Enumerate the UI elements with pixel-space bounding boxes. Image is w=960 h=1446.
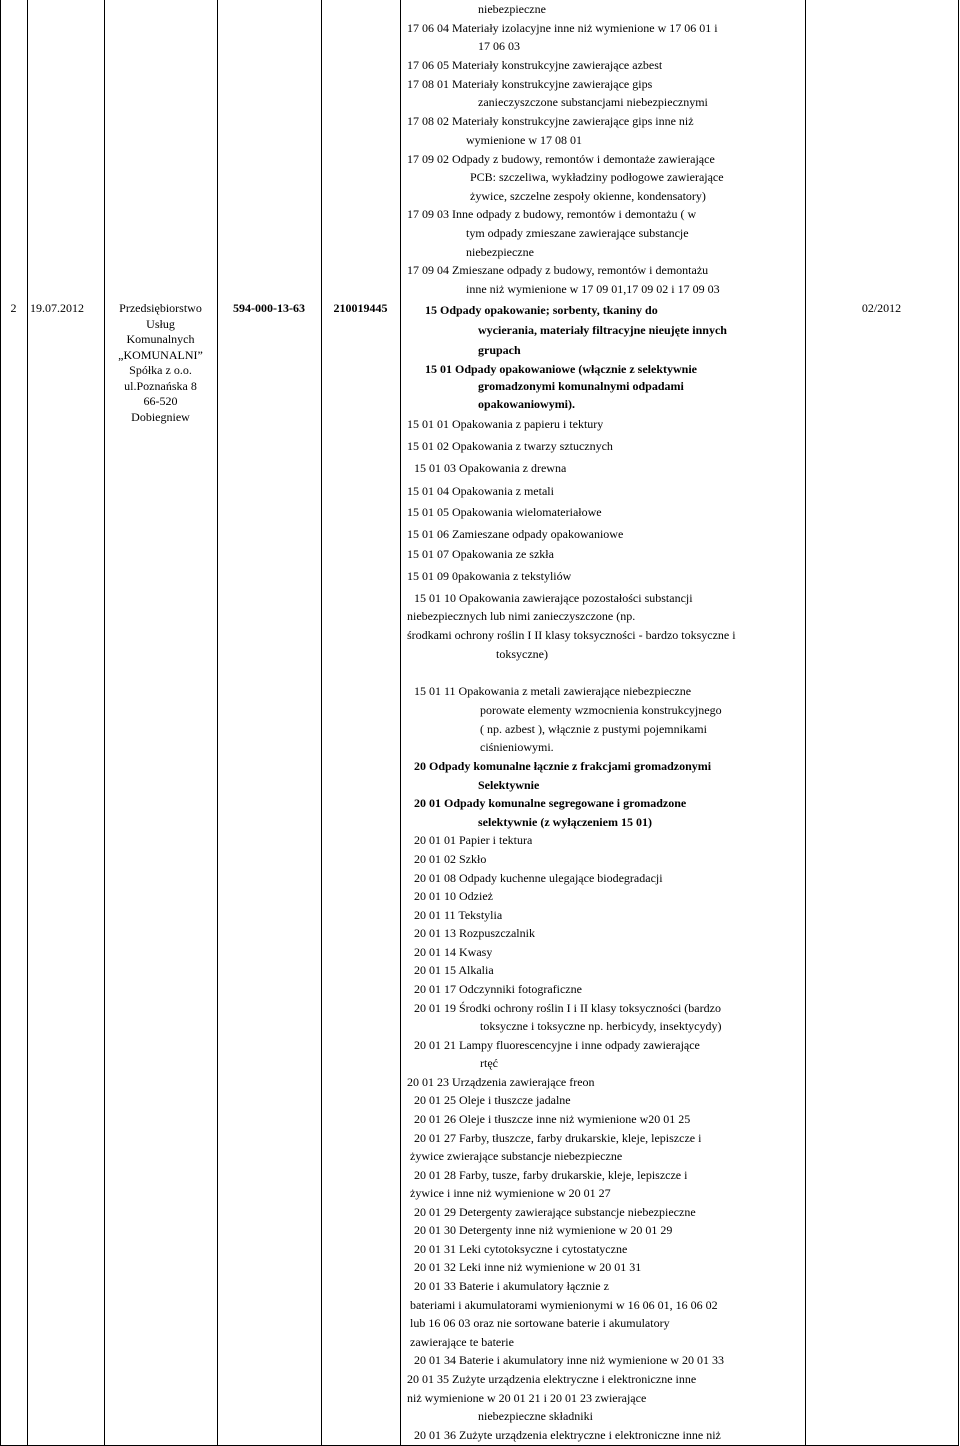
nip-number: 594-000-13-63 bbox=[233, 301, 305, 315]
waste-code-line: niebezpieczne składniki bbox=[478, 1409, 593, 1423]
waste-code-line: 15 01 Odpady opakowaniowe (włącznie z selektywnie bbox=[425, 362, 698, 376]
waste-code-line: inne niż wymienione w 17 09 01,17 09 02 i 17 09 03 bbox=[466, 282, 720, 296]
waste-code-line: 20 01 27 Farby, tłuszcze, farby drukarskie, kleje, lepiszcze i bbox=[414, 1131, 702, 1145]
company-line: ul.Poznańska 8 bbox=[124, 378, 197, 393]
waste-code-line: niebezpieczne bbox=[466, 245, 534, 259]
waste-code-line: 15 01 01 Opakowania z papieru i tektury bbox=[407, 417, 604, 431]
waste-code-line: 17 09 04 Zmieszane odpady z budowy, remontów i demontażu bbox=[407, 263, 709, 277]
waste-code-line: 15 01 02 Opakowania z twarzy sztucznych bbox=[407, 439, 613, 453]
company-address bbox=[104, 301, 217, 425]
waste-code-line: 17 06 05 Materiały konstrukcyjne zawierające azbest bbox=[407, 58, 663, 72]
row-number: 2 bbox=[10, 301, 17, 315]
waste-code-line: 15 01 06 Zamieszane odpady opakowaniowe bbox=[407, 527, 624, 541]
waste-code-line: 15 01 03 Opakowania z drewna bbox=[414, 461, 567, 475]
waste-code-line: 20 01 Odpady komunalne segregowane i gromadzone bbox=[414, 796, 687, 810]
waste-code-line: ciśnieniowymi. bbox=[480, 740, 554, 754]
waste-code-line: 17 06 04 Materiały izolacyjne inne niż wymienione w 17 06 01 i bbox=[407, 21, 718, 35]
column-border bbox=[321, 0, 322, 1446]
waste-code-line: 20 01 28 Farby, tusze, farby drukarskie, kleje, lepiszcze i bbox=[414, 1168, 688, 1182]
waste-code-line: 20 01 11 Tekstylia bbox=[414, 908, 503, 922]
waste-code-line: 20 01 13 Rozpuszczalnik bbox=[414, 926, 535, 940]
waste-code-line: 15 01 05 Opakowania wielomateriałowe bbox=[407, 505, 602, 519]
waste-code-line: 15 01 09 0pakowania z tekstyliów bbox=[407, 569, 572, 583]
waste-code-line: selektywnie (z wyłączeniem 15 01) bbox=[478, 815, 652, 829]
waste-code-line: 20 01 14 Kwasy bbox=[414, 945, 493, 959]
waste-code-line: żywice, szczelne zespoły okienne, kondensatory) bbox=[470, 189, 706, 203]
column-border bbox=[217, 0, 218, 1446]
waste-code-line: 20 01 23 Urządzenia zawierające freon bbox=[407, 1075, 595, 1089]
column-border bbox=[104, 0, 105, 1446]
company-line: Usług bbox=[146, 316, 175, 331]
waste-code-line: 17 09 03 Inne odpady z budowy, remontów i demontażu ( w bbox=[407, 207, 697, 221]
company-line: „KOMUNALNI” bbox=[118, 347, 203, 362]
waste-code-line: toksyczne) bbox=[496, 647, 548, 661]
waste-code-line: 20 01 32 Leki inne niż wymienione w 20 01 31 bbox=[414, 1260, 642, 1274]
column-border bbox=[400, 0, 401, 1446]
company-line: Komunalnych bbox=[126, 332, 195, 346]
waste-code-line: 20 01 08 Odpady kuchenne ulegające biodegradacji bbox=[414, 871, 663, 885]
waste-code-line: 20 01 01 Papier i tektura bbox=[414, 833, 533, 847]
waste-code-line: 20 01 02 Szkło bbox=[414, 852, 487, 866]
waste-code-line: niebezpieczne bbox=[478, 2, 546, 16]
waste-code-line: 20 01 36 Zużyte urządzenia elektryczne i elektroniczne inne niż bbox=[414, 1428, 721, 1442]
waste-code-line: toksyczne i toksyczne np. herbicydy, insektycydy) bbox=[480, 1019, 722, 1033]
column-border bbox=[0, 0, 1, 1446]
waste-code-line: 17 06 03 bbox=[478, 39, 520, 53]
waste-code-line: wymienione w 17 08 01 bbox=[466, 133, 582, 147]
waste-code-line: 20 01 17 Odczynniki fotograficzne bbox=[414, 982, 582, 996]
company-line: Spółka z o.o. bbox=[129, 363, 192, 377]
waste-code-line: żywice zwierające substancje niebezpieczne bbox=[410, 1149, 623, 1163]
waste-code-line: 20 01 29 Detergenty zawierające substancje niebezpieczne bbox=[414, 1205, 696, 1219]
waste-code-line: 15 01 07 Opakowania ze szkła bbox=[407, 547, 554, 561]
waste-code-line: PCB: szczeliwa, wykładziny podłogowe zawierające bbox=[470, 170, 724, 184]
waste-code-line: zawierające te baterie bbox=[410, 1335, 514, 1349]
regon-number: 210019445 bbox=[333, 301, 388, 315]
waste-code-line: wycierania, materiały filtracyjne nieujęte innych bbox=[478, 323, 727, 337]
waste-code-line: grupach bbox=[478, 343, 521, 357]
waste-code-line: 20 01 31 Leki cytotoksyczne i cytostatyczne bbox=[414, 1242, 628, 1256]
row-date: 19.07.2012 bbox=[30, 301, 84, 315]
waste-code-line: 20 01 34 Baterie i akumulatory inne niż wymienione w 20 01 33 bbox=[414, 1353, 724, 1367]
waste-code-line: 20 01 30 Detergenty inne niż wymienione w 20 01 29 bbox=[414, 1223, 673, 1237]
waste-code-line: zanieczyszczone substancjami niebezpiecznymi bbox=[478, 95, 708, 109]
waste-code-line: 15 01 04 Opakowania z metali bbox=[407, 484, 554, 498]
waste-code-line: 17 08 02 Materiały konstrukcyjne zawierające gips inne niż bbox=[407, 114, 694, 128]
waste-code-line: tym odpady zmieszane zawierające substancje bbox=[466, 226, 689, 240]
waste-code-line: ( np. azbest ), włącznie z pustymi pojemnikami bbox=[480, 722, 707, 736]
waste-code-line: 20 01 15 Alkalia bbox=[414, 963, 494, 977]
waste-code-line: środkami ochrony roślin I II klasy toksyczności - bardzo toksyczne i bbox=[407, 628, 736, 642]
waste-code-line: 17 09 02 Odpady z budowy, remontów i demontaże zawierające bbox=[407, 152, 715, 166]
waste-code-line: rtęć bbox=[480, 1056, 498, 1070]
waste-code-line: 20 Odpady komunalne łącznie z frakcjami gromadzonymi bbox=[414, 759, 712, 773]
waste-code-line: lub 16 06 03 oraz nie sortowane baterie i akumulatory bbox=[410, 1316, 670, 1330]
waste-code-line: niż wymienione w 20 01 21 i 20 01 23 zwierające bbox=[407, 1391, 647, 1405]
waste-code-line: 20 01 25 Oleje i tłuszcze jadalne bbox=[414, 1093, 571, 1107]
waste-code-line: 20 01 35 Zużyte urządzenia elektryczne i elektroniczne inne bbox=[407, 1372, 697, 1386]
waste-code-line: żywice i inne niż wymienione w 20 01 27 bbox=[410, 1186, 611, 1200]
column-border bbox=[27, 0, 28, 1446]
waste-code-line: 15 Odpady opakowanie; sorbenty, tkaniny do bbox=[425, 303, 658, 317]
waste-code-line: 20 01 21 Lampy fluorescencyjne i inne odpady zawierające bbox=[414, 1038, 700, 1052]
company-line: Dobiegniew bbox=[131, 409, 190, 424]
decision-number: 02/2012 bbox=[861, 301, 902, 315]
waste-code-line: 15 01 11 Opakowania z metali zawierające niebezpieczne bbox=[414, 684, 692, 698]
waste-code-line: 20 01 10 Odzież bbox=[414, 889, 493, 903]
waste-code-line: opakowaniowymi). bbox=[478, 397, 576, 411]
waste-code-line: porowate elementy wzmocnienia konstrukcyjnego bbox=[480, 703, 722, 717]
waste-code-line: 15 01 10 Opakowania zawierające pozostałości substancji bbox=[414, 591, 693, 605]
company-line: 66-520 bbox=[143, 394, 178, 408]
company-line: Przedsiębiorstwo bbox=[119, 301, 202, 315]
waste-code-line: bateriami i akumulatorami wymienionymi w 16 06 01, 16 06 02 bbox=[410, 1298, 718, 1312]
column-border bbox=[805, 0, 806, 1446]
waste-code-line: 20 01 33 Baterie i akumulatory łącznie z bbox=[414, 1279, 609, 1293]
waste-code-line: 20 01 26 Oleje i tłuszcze inne niż wymienione w20 01 25 bbox=[414, 1112, 691, 1126]
waste-code-line: gromadzonymi komunalnymi odpadami bbox=[478, 379, 684, 393]
waste-code-line: 20 01 19 Środki ochrony roślin I i II klasy toksyczności (bardzo bbox=[414, 1001, 721, 1015]
waste-code-line: Selektywnie bbox=[478, 778, 540, 792]
waste-code-line: niebezpiecznych lub nimi zanieczyszczone (np. bbox=[407, 609, 636, 623]
waste-code-line: 17 08 01 Materiały konstrukcyjne zawierające gips bbox=[407, 77, 653, 91]
column-border bbox=[958, 0, 959, 1446]
